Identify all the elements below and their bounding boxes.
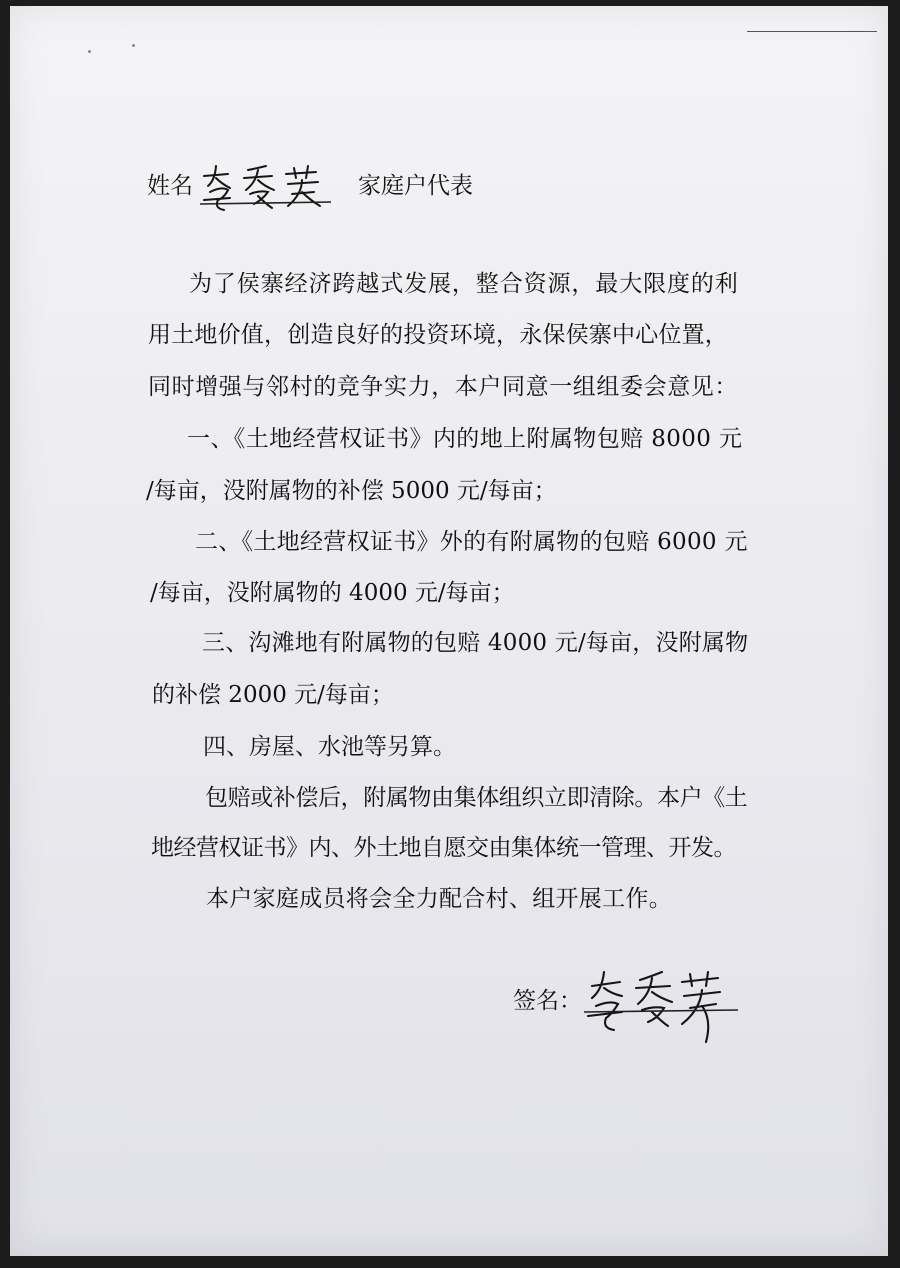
paper-speck <box>88 50 91 53</box>
body-line-6: 二、《土地经营权证书》外的有附属物的包赔 6000 元 <box>195 529 748 555</box>
body-line-13: 本户家庭成员将会全力配合村、组开展工作。 <box>206 886 672 912</box>
top-rule-line <box>747 31 877 32</box>
body-line-1: 为了侯寨经济跨越式发展，整合资源，最大限度的利 <box>189 271 739 297</box>
body-line-8: 三、沟滩地有附属物的包赔 4000 元/每亩，没附属物 <box>202 630 749 656</box>
body-line-5: /每亩，没附属物的补偿 5000 元/每亩； <box>146 478 557 504</box>
sign-label: 签名： <box>513 988 582 1014</box>
paper-speck <box>132 44 135 47</box>
body-line-7: /每亩，没附属物的 4000 元/每亩； <box>150 580 515 606</box>
body-line-4: 一、《土地经营权证书》内的地上附属物包赔 8000 元 <box>187 426 743 452</box>
name-signature-text: 李秀英 <box>198 164 201 165</box>
footer-signature <box>582 966 742 1048</box>
body-line-10: 四、房屋、水池等另算。 <box>203 734 456 760</box>
name-label: 姓名 <box>147 173 193 199</box>
body-line-12: 地经营权证书》内、外土地自愿交由集体统一管理、开发。 <box>151 835 736 861</box>
body-line-9: 的补偿 2000 元/每亩； <box>152 682 394 708</box>
body-line-11: 包赔或补偿后，附属物由集体组织立即清除。本户《土 <box>205 785 748 811</box>
role-label: 家庭户代表 <box>358 173 473 199</box>
footer-signature-text: 李秀英 <box>582 966 585 967</box>
body-line-2: 用土地价值，创造良好的投资环境，永保侯寨中心位置， <box>148 322 728 348</box>
body-line-3: 同时增强与邻村的竞争实力，本户同意一组组委会意见： <box>148 374 738 400</box>
name-signature <box>198 164 333 214</box>
